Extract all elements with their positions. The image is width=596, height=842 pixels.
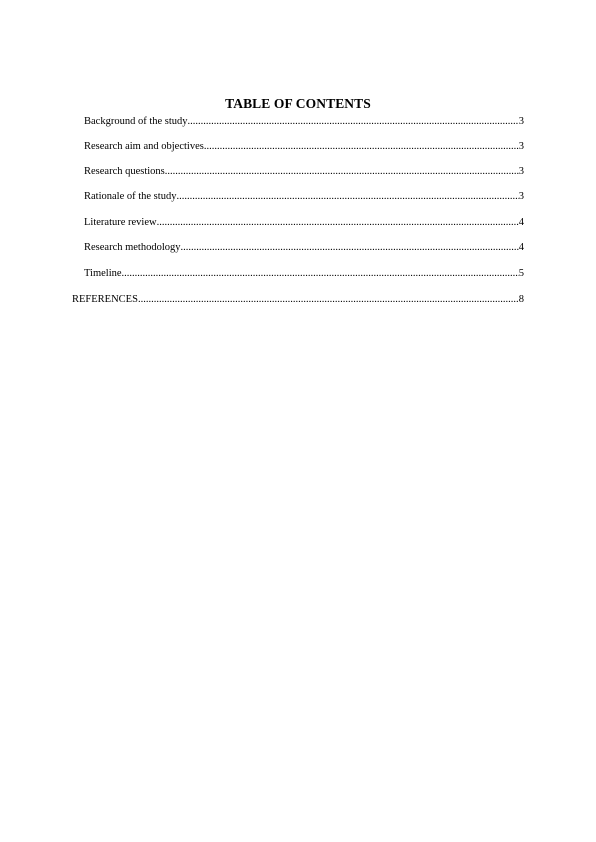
toc-entry-label: Background of the study [84, 116, 188, 127]
toc-leader-dots [122, 267, 519, 281]
toc-leader-dots [157, 216, 519, 230]
toc-entry-research-questions[interactable] [84, 165, 524, 179]
toc-entry-page: 4 [518, 242, 524, 253]
toc-entry-label: Research aim and objectives [84, 141, 204, 152]
toc-entry-label: Research methodology [84, 242, 181, 253]
toc-entry-aim-objectives[interactable] [84, 140, 524, 154]
toc-leader-dots [188, 115, 519, 129]
toc-entry-literature-review[interactable] [84, 216, 524, 230]
toc-entry-label: Research questions [84, 166, 165, 177]
toc-entry-background[interactable] [84, 115, 524, 129]
toc-entry-label: Timeline [84, 268, 122, 279]
toc-entry-rationale[interactable] [84, 190, 524, 204]
toc-entry-research-methodology[interactable] [84, 241, 524, 255]
toc-entry-label: Rationale of the study [84, 191, 177, 202]
toc-leader-dots [138, 293, 519, 307]
toc-title: TABLE OF CONTENTS [225, 96, 371, 111]
toc-leader-dots [176, 190, 518, 204]
toc-entry-page: 3 [518, 166, 524, 177]
toc-entry-page: 4 [518, 217, 524, 228]
toc-leader-dots [165, 165, 519, 179]
toc-leader-dots [204, 140, 519, 154]
toc-entry-page: 3 [518, 191, 524, 202]
toc-entry-references[interactable] [72, 293, 524, 307]
toc-leader-dots [181, 241, 519, 255]
toc-entry-page: 3 [518, 141, 524, 152]
toc-entry-page: 5 [518, 268, 524, 279]
toc-entry-label: Literature review [84, 217, 157, 228]
toc-entry-label: REFERENCES [72, 294, 138, 305]
toc-entry-page: 3 [518, 116, 524, 127]
toc-entry-page: 8 [518, 294, 524, 305]
toc-entry-timeline[interactable] [84, 267, 524, 281]
